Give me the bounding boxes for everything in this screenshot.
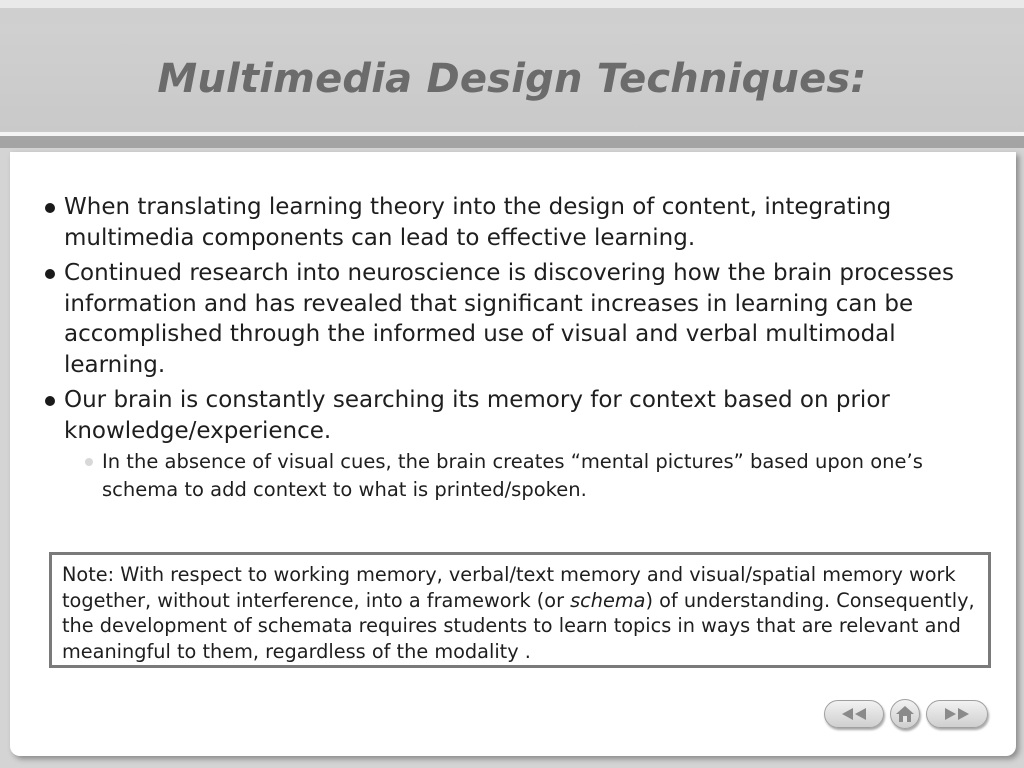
top-strip xyxy=(0,0,1024,8)
bullet-text: When translating learning theory into the design of content, integrating multimedia components can lead to effective learning. xyxy=(64,194,892,251)
bullet-list xyxy=(44,192,994,508)
bullet-item xyxy=(44,385,994,503)
bullet-dot-icon xyxy=(45,203,55,213)
note-italic-term: schema xyxy=(570,588,646,612)
note-box xyxy=(49,552,991,668)
note-text-start: Note: With respect to working memory, verbal/text memory and visual/spatial memory work together, without interference, into a framework (or xyxy=(62,563,956,612)
sub-bullet-item xyxy=(64,448,994,503)
previous-slide-button[interactable] xyxy=(824,700,884,728)
sub-bullet-dot-icon xyxy=(85,458,93,466)
fast-forward-arrows-icon xyxy=(942,707,972,721)
sub-bullet-text: In the absence of visual cues, the brain creates “mental pictures” based upon one’s schema to add context to what is printed/spoken. xyxy=(102,450,923,501)
rewind-arrows-icon xyxy=(839,707,869,721)
bullet-text: Our brain is constantly searching its memory for context based on prior knowledge/experience. xyxy=(64,387,890,444)
house-icon xyxy=(895,705,915,723)
divider-bar xyxy=(0,136,1024,148)
bullet-text: Continued research into neuroscience is discovering how the brain processes information and has revealed that significant increases in learning can be accomplished through the informed use of visual and verbal multimodal learning. xyxy=(64,260,954,378)
bullet-dot-icon xyxy=(45,396,55,406)
slide-title: Multimedia Design Techniques: xyxy=(157,56,867,102)
bullet-dot-icon xyxy=(45,269,55,279)
bullet-item xyxy=(44,192,994,253)
note-text-end: ) of understanding. Consequently, the development of schemata requires students to learn topics in ways that are relevant and meaningful to them, regardless of the modality . xyxy=(62,588,975,663)
home-button[interactable] xyxy=(890,699,920,729)
next-slide-button[interactable] xyxy=(926,700,988,728)
bullet-item xyxy=(44,258,994,380)
